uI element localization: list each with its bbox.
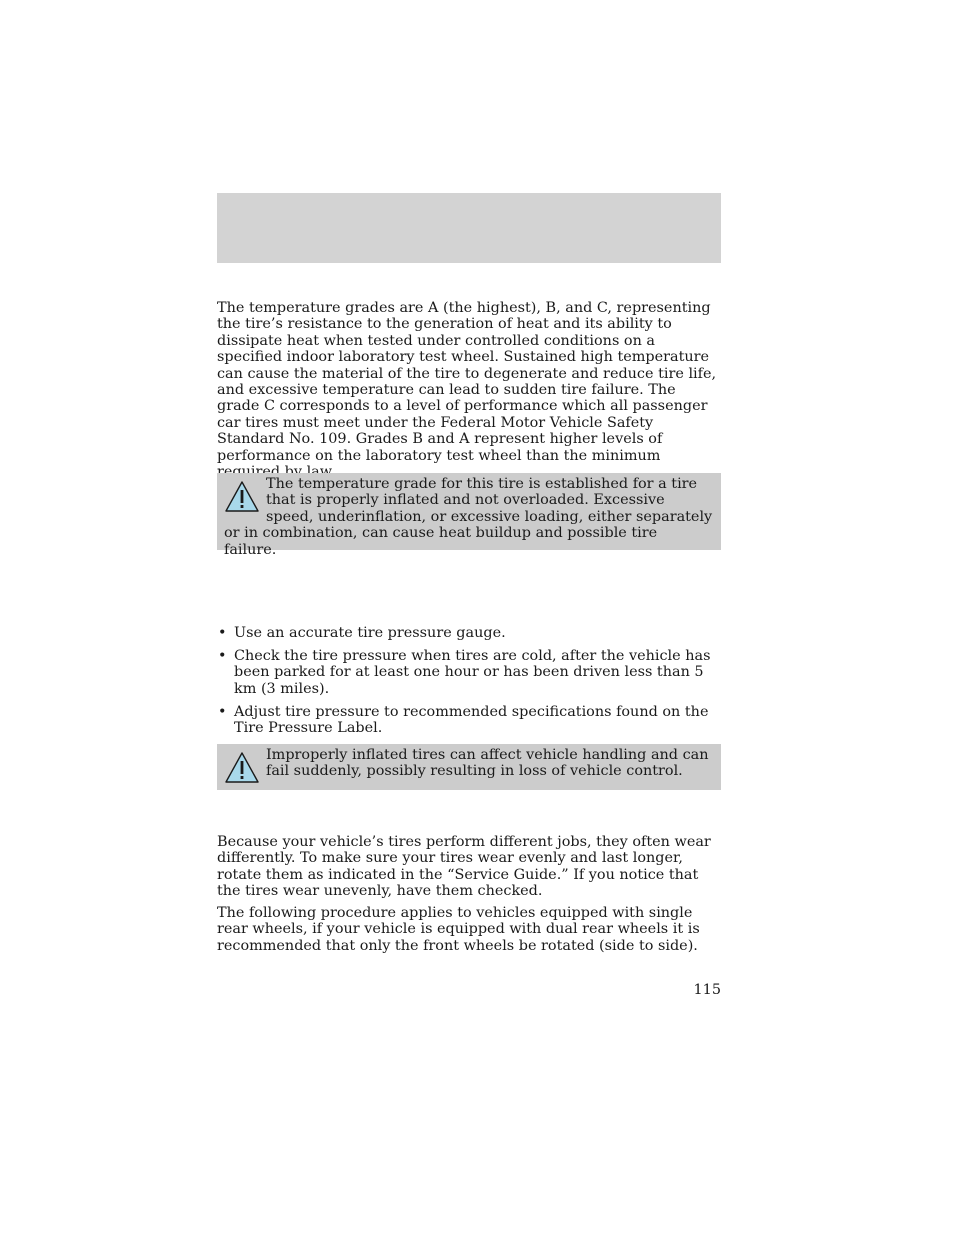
- list-item: [217, 625, 721, 641]
- temperature-warning-box: [217, 473, 721, 558]
- list-item-text: Use an accurate tire pressure gauge.: [234, 625, 506, 641]
- tire-rotation-procedure-paragraph: The following procedure applies to vehicles equipped with single rear wheels, if your vehicle is equipped with dual rear wheels it is recommended that only the front wheels be rotated (side to side).: [217, 905, 700, 954]
- tire-pressure-checklist: [217, 625, 721, 743]
- list-item-text: Check the tire pressure when tires are cold, after the vehicle has been parked for at least one hour or has been driven less than 5 km (3 miles).: [234, 648, 711, 697]
- warning-triangle-icon: [224, 480, 260, 514]
- tire-rotation-intro-paragraph: Because your vehicle’s tires perform different jobs, they often wear differently. To make sure your tires wear evenly and last longer, rotate them as indicated in the “Service Guide.” If you notice that the tires wear unevenly, have them checked.: [217, 834, 711, 900]
- inflation-warning-text: Improperly inflated tires can affect vehicle handling and can fail suddenly, possibly resulting in loss of vehicle control.: [266, 747, 709, 780]
- bullet-glyph: •: [218, 625, 227, 641]
- list-item: [217, 648, 721, 697]
- bullet-glyph: •: [218, 703, 227, 720]
- page-number: 115: [693, 982, 721, 998]
- list-item: [217, 704, 721, 737]
- warning-triangle-icon: [224, 751, 260, 785]
- list-item-text: Adjust tire pressure to recommended specifications found on the Tire Pressure Label.: [234, 703, 709, 737]
- temperature-grades-paragraph: The temperature grades are A (the highest), B, and C, representing the tire’s resistance to the generation of heat and its ability to dissipate heat when tested under controlled conditions on a specified indoor laboratory test wheel. Sustained high temperature can cause the material of the tire to degenerate and reduce tire life, and excessive temperature can lead to sudden tire failure. The grade C corresponds to a level of performance which all passenger car tires must meet under the Federal Motor Vehicle Safety Standard No. 109. Grades B and A represent higher levels of performance on the laboratory test wheel than the minimum: [217, 300, 717, 464]
- inflation-warning-box: [217, 744, 721, 790]
- bullet-glyph: •: [218, 648, 227, 664]
- section-header-bar: [217, 193, 721, 263]
- temperature-warning-text: The temperature grade for this tire is established for a tire that is properly inflated and not overloaded. Excessive speed, underinflation, or excessive loading, either separately or in combination, can cause heat buildup and possible tire failure.: [224, 476, 713, 558]
